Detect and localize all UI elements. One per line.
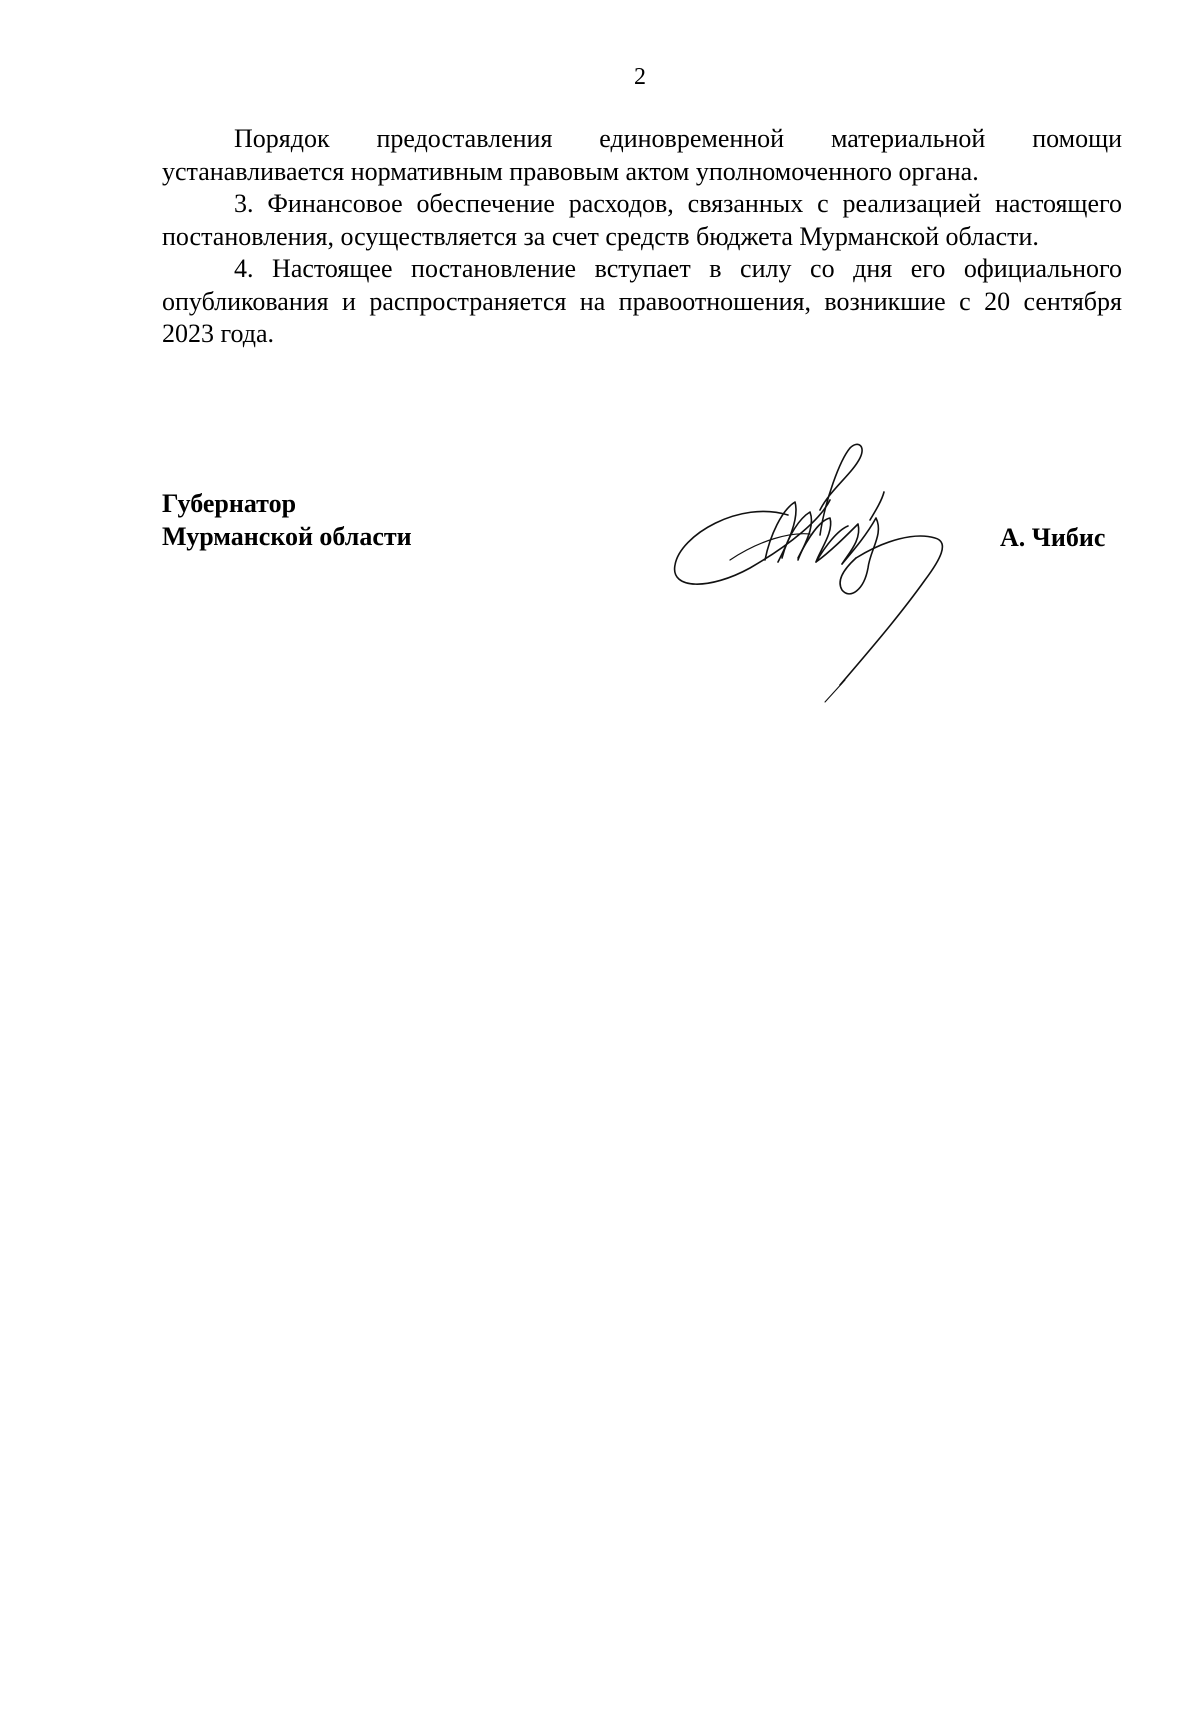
paragraph-procedure: Порядок предоставления единовременной материальной помощи устанавливается нормативным правовым актом уполномоченного органа. (162, 124, 1122, 186)
signer-name: А. Чибис (1000, 523, 1106, 552)
document-body (162, 123, 1122, 351)
handwritten-signature (670, 440, 970, 710)
paragraph-4-effective-date: 4. Настоящее постановление вступает в силу со дня его официального опубликования и распространяется на правоотношения, возникшие с 20 сентября 2023 года. (162, 254, 1122, 348)
signatory-region: Мурманской области (162, 522, 412, 551)
paragraph-3-financing: 3. Финансовое обеспечение расходов, связанных с реализацией настоящего постановления, осуществляется за счет средств бюджета Мурманской области. (162, 189, 1122, 251)
signatory-title: Губернатор (162, 489, 297, 518)
signatory-position (162, 487, 412, 553)
page-number: 2 (634, 64, 646, 90)
